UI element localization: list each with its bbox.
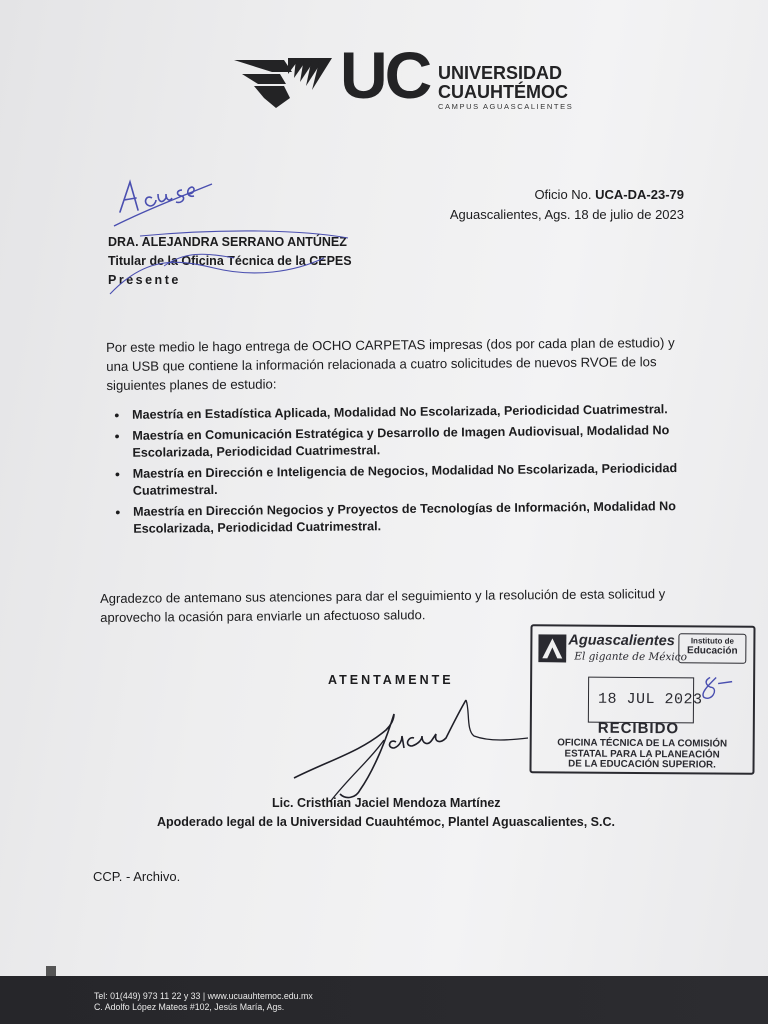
- stamp-date: 18 JUL 2023: [597, 690, 703, 709]
- pen-strokes: [104, 228, 354, 300]
- list-item: ● Maestría en Dirección Negocios y Proyectos de Tecnologías de Información, Modalidad No Escolarizada, Periodicidad Cuatrimestral.: [115, 498, 685, 538]
- letterhead-footer: [0, 976, 768, 1024]
- addressee-title: Titular de la Oficina Técnica de la CEPES: [108, 254, 352, 268]
- stamp-status: RECIBIDO: [597, 719, 680, 738]
- eagle-logo-icon: [232, 54, 332, 110]
- logo-mark: UC: [340, 38, 430, 112]
- stamp-office: [532, 738, 753, 771]
- stamp-office-line1: OFICINA TÉCNICA DE LA COMISIÓN: [557, 737, 728, 750]
- logo-campus: CAMPUS AGUASCALIENTES: [438, 102, 574, 111]
- programs-list: [114, 401, 685, 542]
- stamp-office-line3: DE LA EDUCACIÓN SUPERIOR.: [568, 758, 716, 771]
- logo-name-line2: CUAUHTÉMOC: [438, 82, 568, 102]
- oficio-label: Oficio No.: [534, 187, 592, 202]
- signer-name: Lic. Cristhian Jaciel Mendoza Martínez: [272, 796, 501, 810]
- addressee-greeting: Presente: [108, 273, 181, 287]
- oficio-number-line: [450, 185, 684, 205]
- oficio-number: UCA-DA-23-79: [595, 187, 684, 202]
- list-item: ● Maestría en Estadística Aplicada, Modalidad No Escolarizada, Periodicidad Cuatrimestral.: [114, 401, 684, 424]
- list-item: ● Maestría en Dirección e Inteligencia de Negocios, Modalidad No Escolarizada, Periodicidad Cuatrimestral.: [115, 460, 685, 500]
- ccp-line: CCP. - Archivo.: [93, 869, 181, 884]
- footer-text: [94, 991, 313, 1013]
- place-date: Aguascalientes, Ags. 18 de julio de 2023: [449, 207, 684, 222]
- stamp-slogan: El gigante de México: [574, 650, 688, 664]
- footer-address: C. Adolfo López Mateos #102, Jesús María, Ags.: [94, 1002, 285, 1012]
- aguascalientes-logo-icon: [538, 634, 566, 662]
- university-logo: [232, 38, 577, 114]
- handwritten-initials: [698, 667, 738, 707]
- handwritten-acuse-note: [112, 168, 222, 228]
- list-item: ● Maestría en Comunicación Estratégica y Desarrollo de Imagen Audiovisual, Modalidad No Escolarizada, Periodicidad Cuatrimestral.: [114, 422, 684, 462]
- oficio-block: [450, 185, 684, 225]
- stamp-office-line2: ESTATAL PARA LA PLANEACIÓN: [564, 747, 720, 761]
- logo-name-line1: UNIVERSIDAD: [438, 63, 563, 83]
- handwritten-signature: [290, 690, 530, 805]
- addressee-name: DRA. ALEJANDRA SERRANO ANTÚNEZ: [108, 235, 347, 249]
- stamp-institute: [678, 633, 746, 663]
- stamp-institute-line2: Educación: [687, 645, 738, 657]
- closing-paragraph: Agradezco de antemano sus atenciones para dar el seguimiento y la resolución de esta solicitud y aprovecho la ocasión para enviarle un afectuoso saludo.: [100, 586, 666, 625]
- footer-contact: Tel: 01(449) 973 11 22 y 33 | www.ucuauhtemoc.edu.mx: [94, 991, 313, 1001]
- stamp-state: Aguascalientes: [568, 632, 675, 650]
- stamp-institute-line1: Instituto de: [690, 636, 734, 646]
- received-stamp: [529, 624, 755, 775]
- intro-paragraph: Por este medio le hago entrega de OCHO CARPETAS impresas (dos por cada plan de estudio) y una USB que contiene la información relacionada a cuatro solicitudes de nuevos RVOE de los siguientes planes de estudio:: [106, 335, 675, 393]
- logo-name: [438, 64, 568, 102]
- signer-title: Apoderado legal de la Universidad Cuauhtémoc, Plantel Aguascalientes, S.C.: [157, 815, 615, 829]
- salutation: ATENTAMENTE: [328, 673, 454, 687]
